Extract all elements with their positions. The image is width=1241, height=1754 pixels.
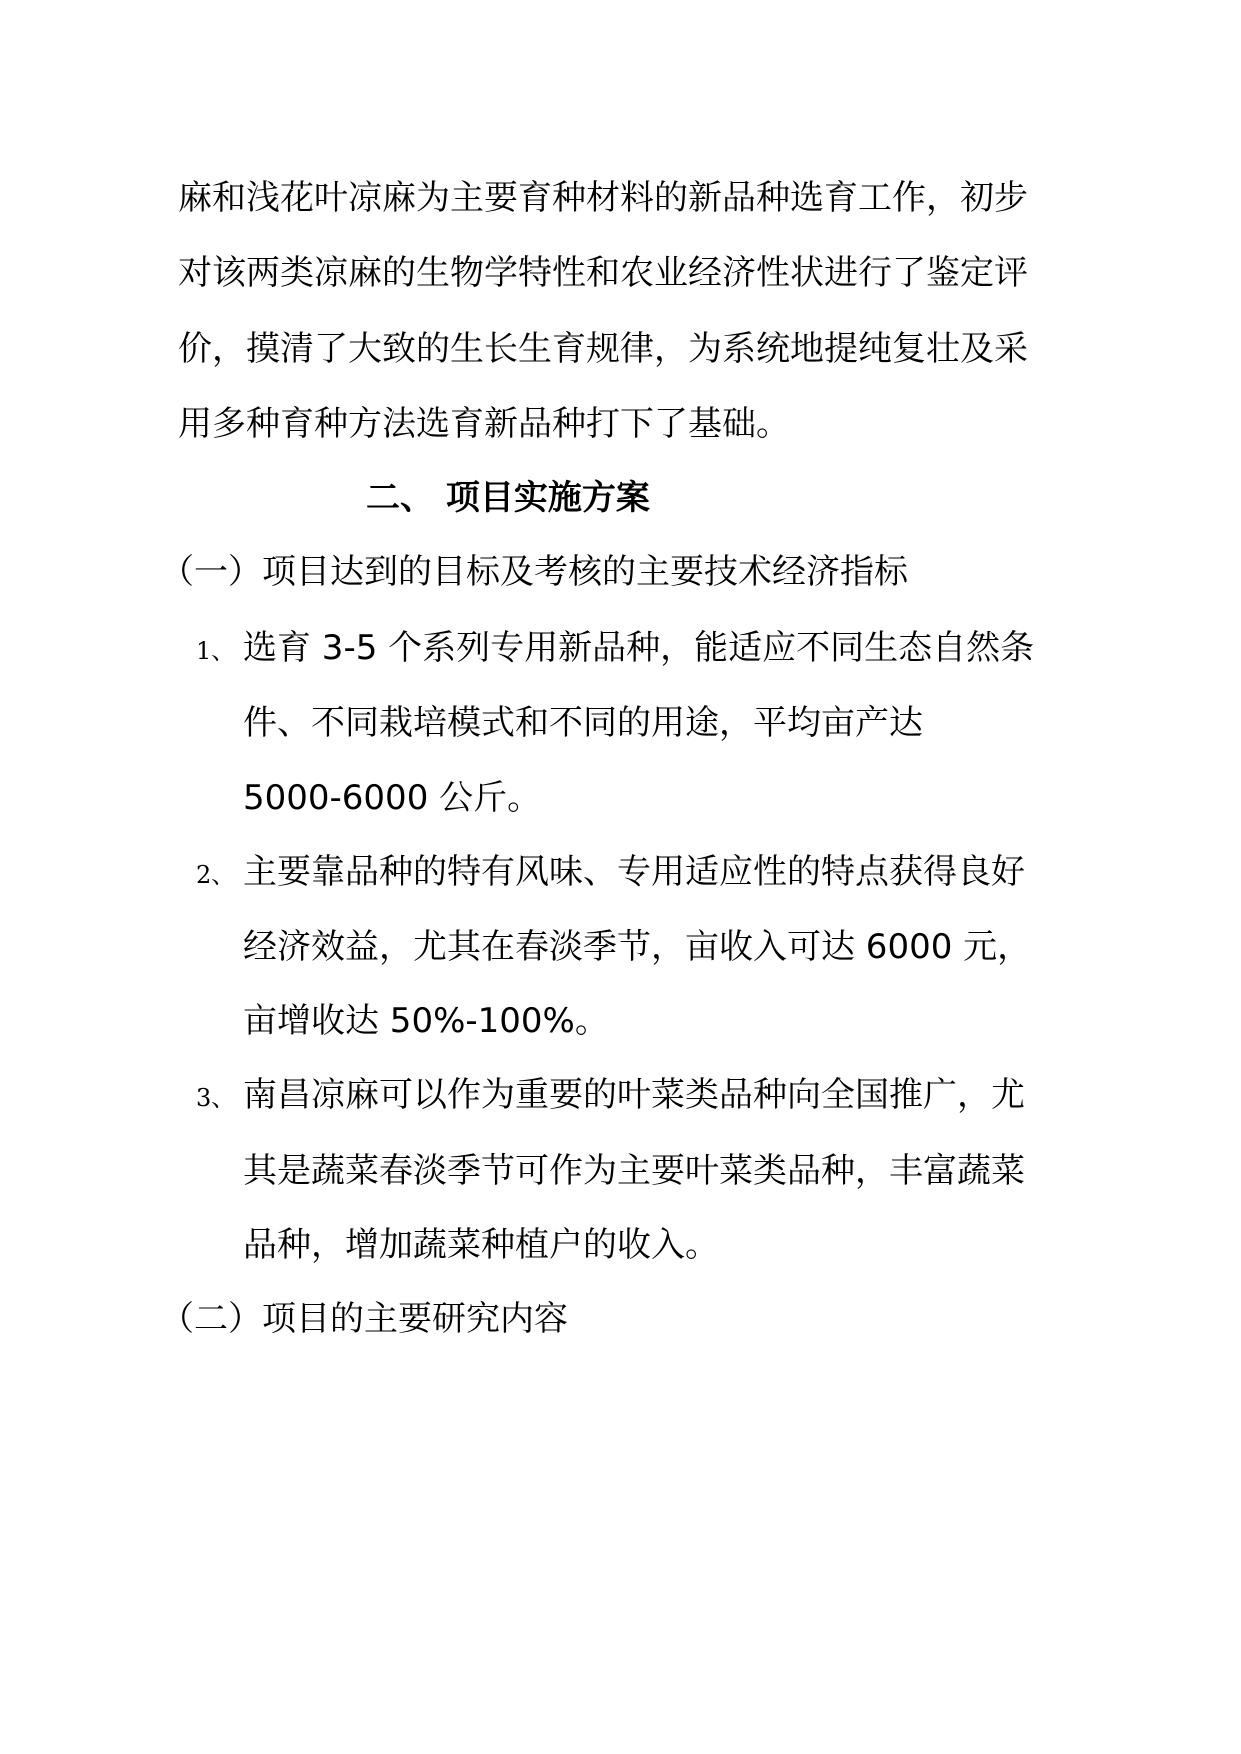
list-item-line-3: 5000-6000 公斤。 — [243, 778, 542, 818]
section-title: 二、 项目实施方案 — [366, 478, 650, 518]
intro-line-4: 用多种育种方法选育新品种打下了基础。 — [178, 404, 790, 444]
list-item-marker — [196, 628, 235, 671]
intro-line-1: 麻和浅花叶凉麻为主要育种材料的新品种选育工作，初步 — [178, 178, 1028, 218]
list-item-number: 2、 — [196, 861, 236, 889]
list-item-line-3: 品种，增加蔬菜种植户的收入。 — [243, 1225, 719, 1265]
list-item-line-2: 其是蔬菜春淡季节可作为主要叶菜类品种，丰富蔬菜 — [243, 1151, 1025, 1191]
intro-line-2: 对该两类凉麻的生物学特性和农业经济性状进行了鉴定评 — [178, 253, 1028, 293]
list-item-marker — [196, 852, 235, 895]
list-item-line-1: 主要靠品种的特有风味、专用适应性的特点获得良好 — [243, 852, 1025, 892]
list-item-number: 3、 — [196, 1084, 236, 1112]
list-item-line-3: 亩增收达 50%-100%。 — [243, 1001, 609, 1041]
list-item-line-1: 选育 3-5 个系列专用新品种，能适应不同生态自然条 — [243, 628, 1035, 668]
list-item-marker — [196, 1075, 235, 1118]
subsection-1-title: （一）项目达到的目标及考核的主要技术经济指标 — [160, 552, 908, 592]
intro-line-3: 价，摸清了大致的生长生育规律，为系统地提纯复壮及采 — [178, 329, 1028, 369]
subsection-2-title: （二）项目的主要研究内容 — [160, 1299, 568, 1339]
list-item-number: 1、 — [196, 637, 236, 665]
list-item-line-2: 经济效益，尤其在春淡季节，亩收入可达 6000 元， — [243, 927, 1032, 967]
list-item-line-1: 南昌凉麻可以作为重要的叶菜类品种向全国推广，尤 — [243, 1075, 1025, 1115]
list-item-line-2: 件、不同栽培模式和不同的用途，平均亩产达 — [243, 703, 923, 743]
